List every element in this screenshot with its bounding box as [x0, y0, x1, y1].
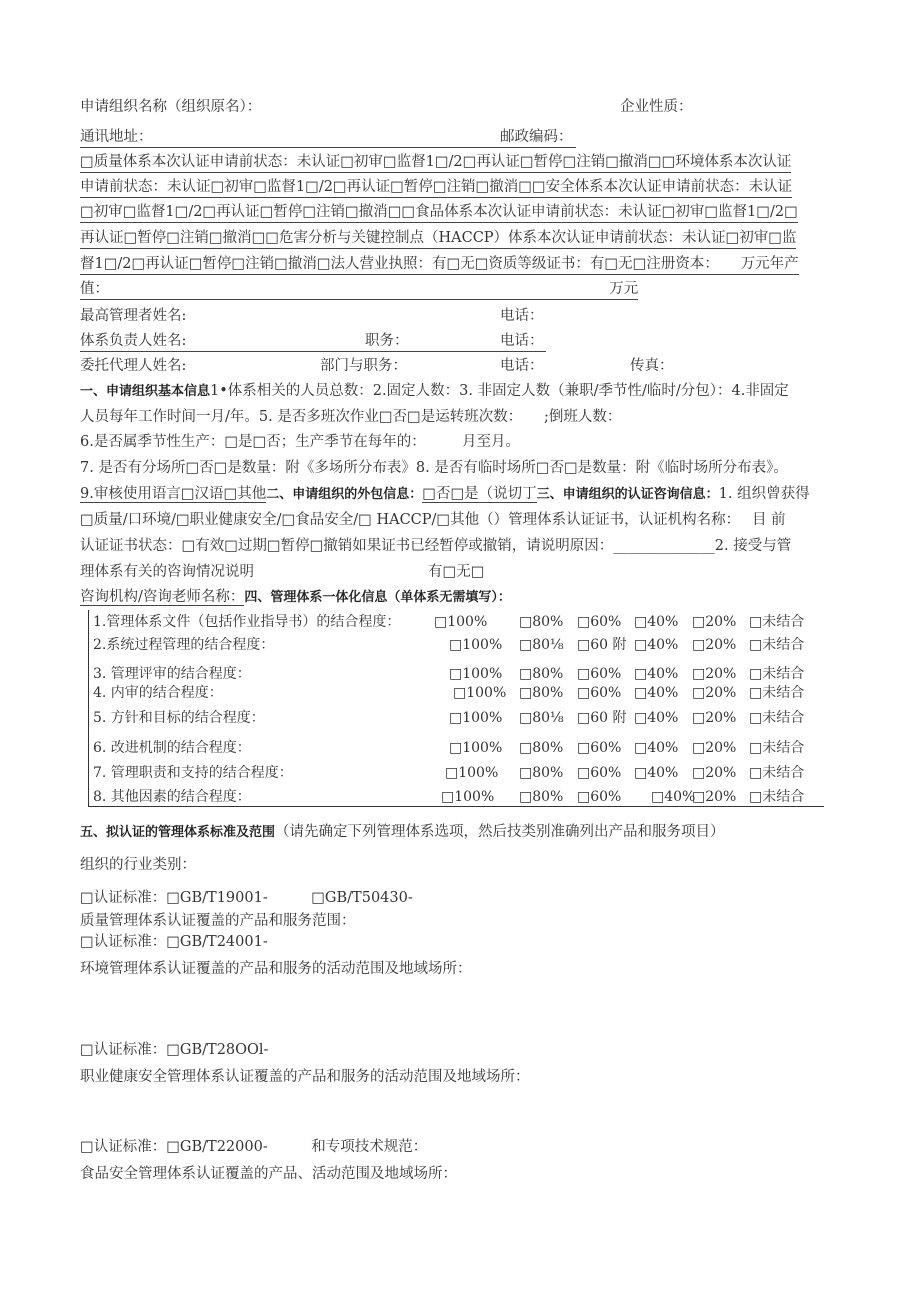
agent-phone-label: 电话：	[500, 358, 544, 374]
option-none[interactable]: □未结合	[749, 765, 805, 781]
status-line-3: □初审□监督1□/2□再认证□暂停□注销□撤消□□食品体系本次认证申请前状态：未认证□初审□监督1□/2□	[80, 202, 798, 223]
option-none[interactable]: □未结合	[749, 789, 805, 805]
section1-line1: 一、申请组织基本信息1•体系相关的人员总数：2.固定人数：3. 非固定人数（兼职/季节性/临时/分包）：4.非固定	[80, 383, 789, 399]
option-40[interactable]: □40%	[634, 614, 679, 630]
option-60[interactable]: □60 附	[577, 710, 627, 726]
option-80[interactable]: □80%	[519, 685, 564, 701]
org-name-label: 申请组织名称（组织原名）：	[80, 99, 262, 115]
option-60[interactable]: □60%	[577, 685, 622, 701]
section1-line2: 人员每年工作时间一月/年。5. 是否多班次作业□否□是运转班次数： ;倒班人数：	[80, 409, 622, 425]
qms-scope-label: 质量管理体系认证覆盖的产品和服务范围：	[80, 913, 356, 929]
option-20[interactable]: □20%	[692, 710, 737, 726]
option-60[interactable]: □60%	[577, 666, 622, 682]
fs-standard[interactable]: □认证标准：□GB/T22000- 和专项技术规范：	[80, 1139, 428, 1155]
option-none[interactable]: □未结合	[749, 666, 805, 682]
option-100[interactable]: □100%	[449, 637, 503, 653]
consultant-label: 咨询机构/咨询老师名称：	[80, 589, 245, 605]
section1-line3: 6.是否属季节性生产：□是□否；生产季节在每年的： 月至月。	[80, 434, 520, 450]
option-80[interactable]: □80⅛	[519, 710, 564, 726]
section3-line2: □质量/口环境/□职业健康安全/□食品安全/□ HACCP/□其他（）管理体系认证证书，认证机构名称： 目 前	[80, 512, 786, 528]
section3-line4: 理体系有关的咨询情况说明 有□无□	[80, 564, 485, 580]
option-40[interactable]: □40%	[634, 710, 679, 726]
section1-2-3-line: 9.审核使用语言□汉语□其他二、申请组织的外包信息：□否□是（说切丁三、申请组织的认证咨询信息：1. 组织曾获得	[80, 486, 810, 502]
option-60[interactable]: □60%	[577, 614, 622, 630]
option-20[interactable]: □20%	[692, 740, 737, 756]
qms-standard[interactable]: □认证标准：□GB/T19001- □GB/T50430-	[80, 890, 413, 906]
option-80[interactable]: □80%	[519, 765, 564, 781]
option-20[interactable]: □20%	[692, 614, 737, 630]
address-label: 通讯地址：	[80, 129, 153, 145]
section3-title: 三、申请组织的认证咨询信息：	[536, 487, 719, 502]
option-none[interactable]: □未结合	[749, 685, 805, 701]
option-20[interactable]: □20%	[692, 789, 737, 805]
option-40[interactable]: □40%	[634, 666, 679, 682]
status-line-1: □质量体系本次认证申请前状态：未认证□初审□监督1□/2□再认证□暂停□注销□撤消□□环境体系本次认证	[80, 152, 791, 173]
section5-note: （请先确定下列管理体系选项，然后技类别准确列出产品和服务项目）	[275, 824, 725, 840]
outsourcing-option: □否□是（说切丁	[422, 486, 537, 502]
dept-label: 部门与职务：	[320, 358, 407, 374]
system-head-label: 体系负责人姓名:	[80, 333, 187, 349]
section3-4-line	[80, 587, 511, 608]
option-20[interactable]: □20%	[692, 637, 737, 653]
section1-title: 一、申请组织基本信息	[80, 384, 211, 399]
option-100[interactable]: □100%	[441, 789, 495, 805]
status-line-2: 申请前状态：未认证□初审□监督1□/2□再认证□暂停□注销□撤消□□安全体系本次认证申请前状态：未认证	[80, 177, 792, 198]
option-60[interactable]: □60 附	[577, 637, 627, 653]
position-label: 职务：	[365, 333, 409, 349]
option-100[interactable]: □100%	[434, 614, 488, 630]
top-manager-label: 最高管理者姓名:	[80, 308, 187, 324]
option-20[interactable]: □20%	[692, 666, 737, 682]
top-manager-phone-label: 电话：	[500, 308, 544, 324]
option-100[interactable]: □100%	[453, 685, 507, 701]
option-40[interactable]: □40%	[634, 637, 679, 653]
section4-title: 四、管理体系一体化信息（单体系无需填写）：	[244, 590, 511, 605]
option-none[interactable]: □未结合	[749, 614, 805, 630]
language-option: 9.审核使用语言□汉语□其他	[80, 486, 267, 502]
option-none[interactable]: □未结合	[749, 740, 805, 756]
agent-label: 委托代理人姓名:	[80, 358, 187, 374]
option-100[interactable]: □100%	[449, 666, 503, 682]
option-none[interactable]: □未结合	[749, 637, 805, 653]
integration-table: 1.管理体系文件（包括作业指导书）的结合程度： □100% □80% □60% □40% □20% □未结合 2.系统过程管理的结合程度： □100% □80⅛ □60 附 □40% □20% □未结合 3. 管理评审的结合程度： □100% □80% □60% □40% □20% □未结合 4. 内审的结合程度： □100% □80% □60% □40% □20% □未结合 5. 方针和目标的结合程度： □100% □80⅛ □60 附 □40% □20% □未结合 6. 改进机制的结合程度： □100% □80% □60% □40% □20% □未结合 7. 管理职责和支持的结合程度： □100% □80% □60% □40% □20% □未结合 8. 其他因素的结合程度： □100% □80% □60% □40% □20% □未结合	[88, 610, 824, 807]
section1-line4: 7. 是否有分场所□否□是数量：附《多场所分布表》8. 是否有临时场所□否□是数量：附《临时场所分布表》。	[80, 460, 788, 476]
option-100[interactable]: □100%	[449, 740, 503, 756]
option-60[interactable]: □60%	[577, 765, 622, 781]
industry-label: 组织的行业类别：	[80, 857, 196, 873]
option-40[interactable]: □40%	[634, 685, 679, 701]
option-none[interactable]: □未结合	[749, 710, 805, 726]
option-80[interactable]: □80%	[519, 789, 564, 805]
option-60[interactable]: □60%	[577, 789, 622, 805]
option-80[interactable]: □80⅛	[519, 637, 564, 653]
enterprise-type-label: 企业性质：	[620, 99, 693, 115]
section5-title: 五、拟认证的管理体系标准及范围	[80, 825, 276, 840]
status-line-4: 再认证□暂停□注销□撤消□□危害分析与关键控制点（HACCP）体系本次认证申请前状态：未认证□初审□监	[80, 228, 796, 249]
option-80[interactable]: □80%	[519, 614, 564, 630]
option-20[interactable]: □20%	[692, 685, 737, 701]
fs-scope-label: 食品安全管理体系认证覆盖的产品、活动范围及地域场所：	[80, 1166, 457, 1182]
address-field[interactable]	[80, 127, 576, 148]
ems-scope-label: 环境管理体系认证覆盖的产品和服务的活动范围及地域场所：	[80, 961, 472, 977]
section5-heading	[80, 822, 725, 843]
option-40[interactable]: □40%	[634, 765, 679, 781]
ohs-scope-label: 职业健康安全管理体系认证覆盖的产品和服务的活动范围及地域场所：	[80, 1069, 530, 1085]
system-head-field[interactable]	[80, 331, 546, 352]
status-line-6: 值： 万元	[80, 279, 638, 300]
option-20[interactable]: □20%	[692, 765, 737, 781]
status-line-5: 督1□/2□再认证□暂停□注销□撤消□法人营业执照：有□无□资质等级证书：有□无□注册资本： 万元年产	[80, 254, 799, 275]
postcode-label: 邮政编码：	[500, 129, 573, 145]
option-60[interactable]: □60%	[577, 740, 622, 756]
option-40[interactable]: □40%	[651, 789, 696, 805]
option-80[interactable]: □80%	[519, 740, 564, 756]
system-head-phone-label: 电话：	[500, 333, 544, 349]
option-100[interactable]: □100%	[449, 710, 503, 726]
ohs-standard[interactable]: □认证标准：□GB/T28OOl-	[80, 1042, 269, 1058]
ems-standard[interactable]: □认证标准：□GB/T24001-	[80, 934, 268, 950]
section2-title: 二、申请组织的外包信息：	[266, 487, 423, 502]
option-80[interactable]: □80%	[519, 666, 564, 682]
section3-line3: 认证证书状态：□有效□过期□暂停□撤销如果证书已经暂停或撤销，请说明原因：______________2. 接受与管	[80, 538, 792, 554]
fax-label: 传真：	[630, 358, 674, 374]
option-40[interactable]: □40%	[634, 740, 679, 756]
option-100[interactable]: □100%	[445, 765, 499, 781]
